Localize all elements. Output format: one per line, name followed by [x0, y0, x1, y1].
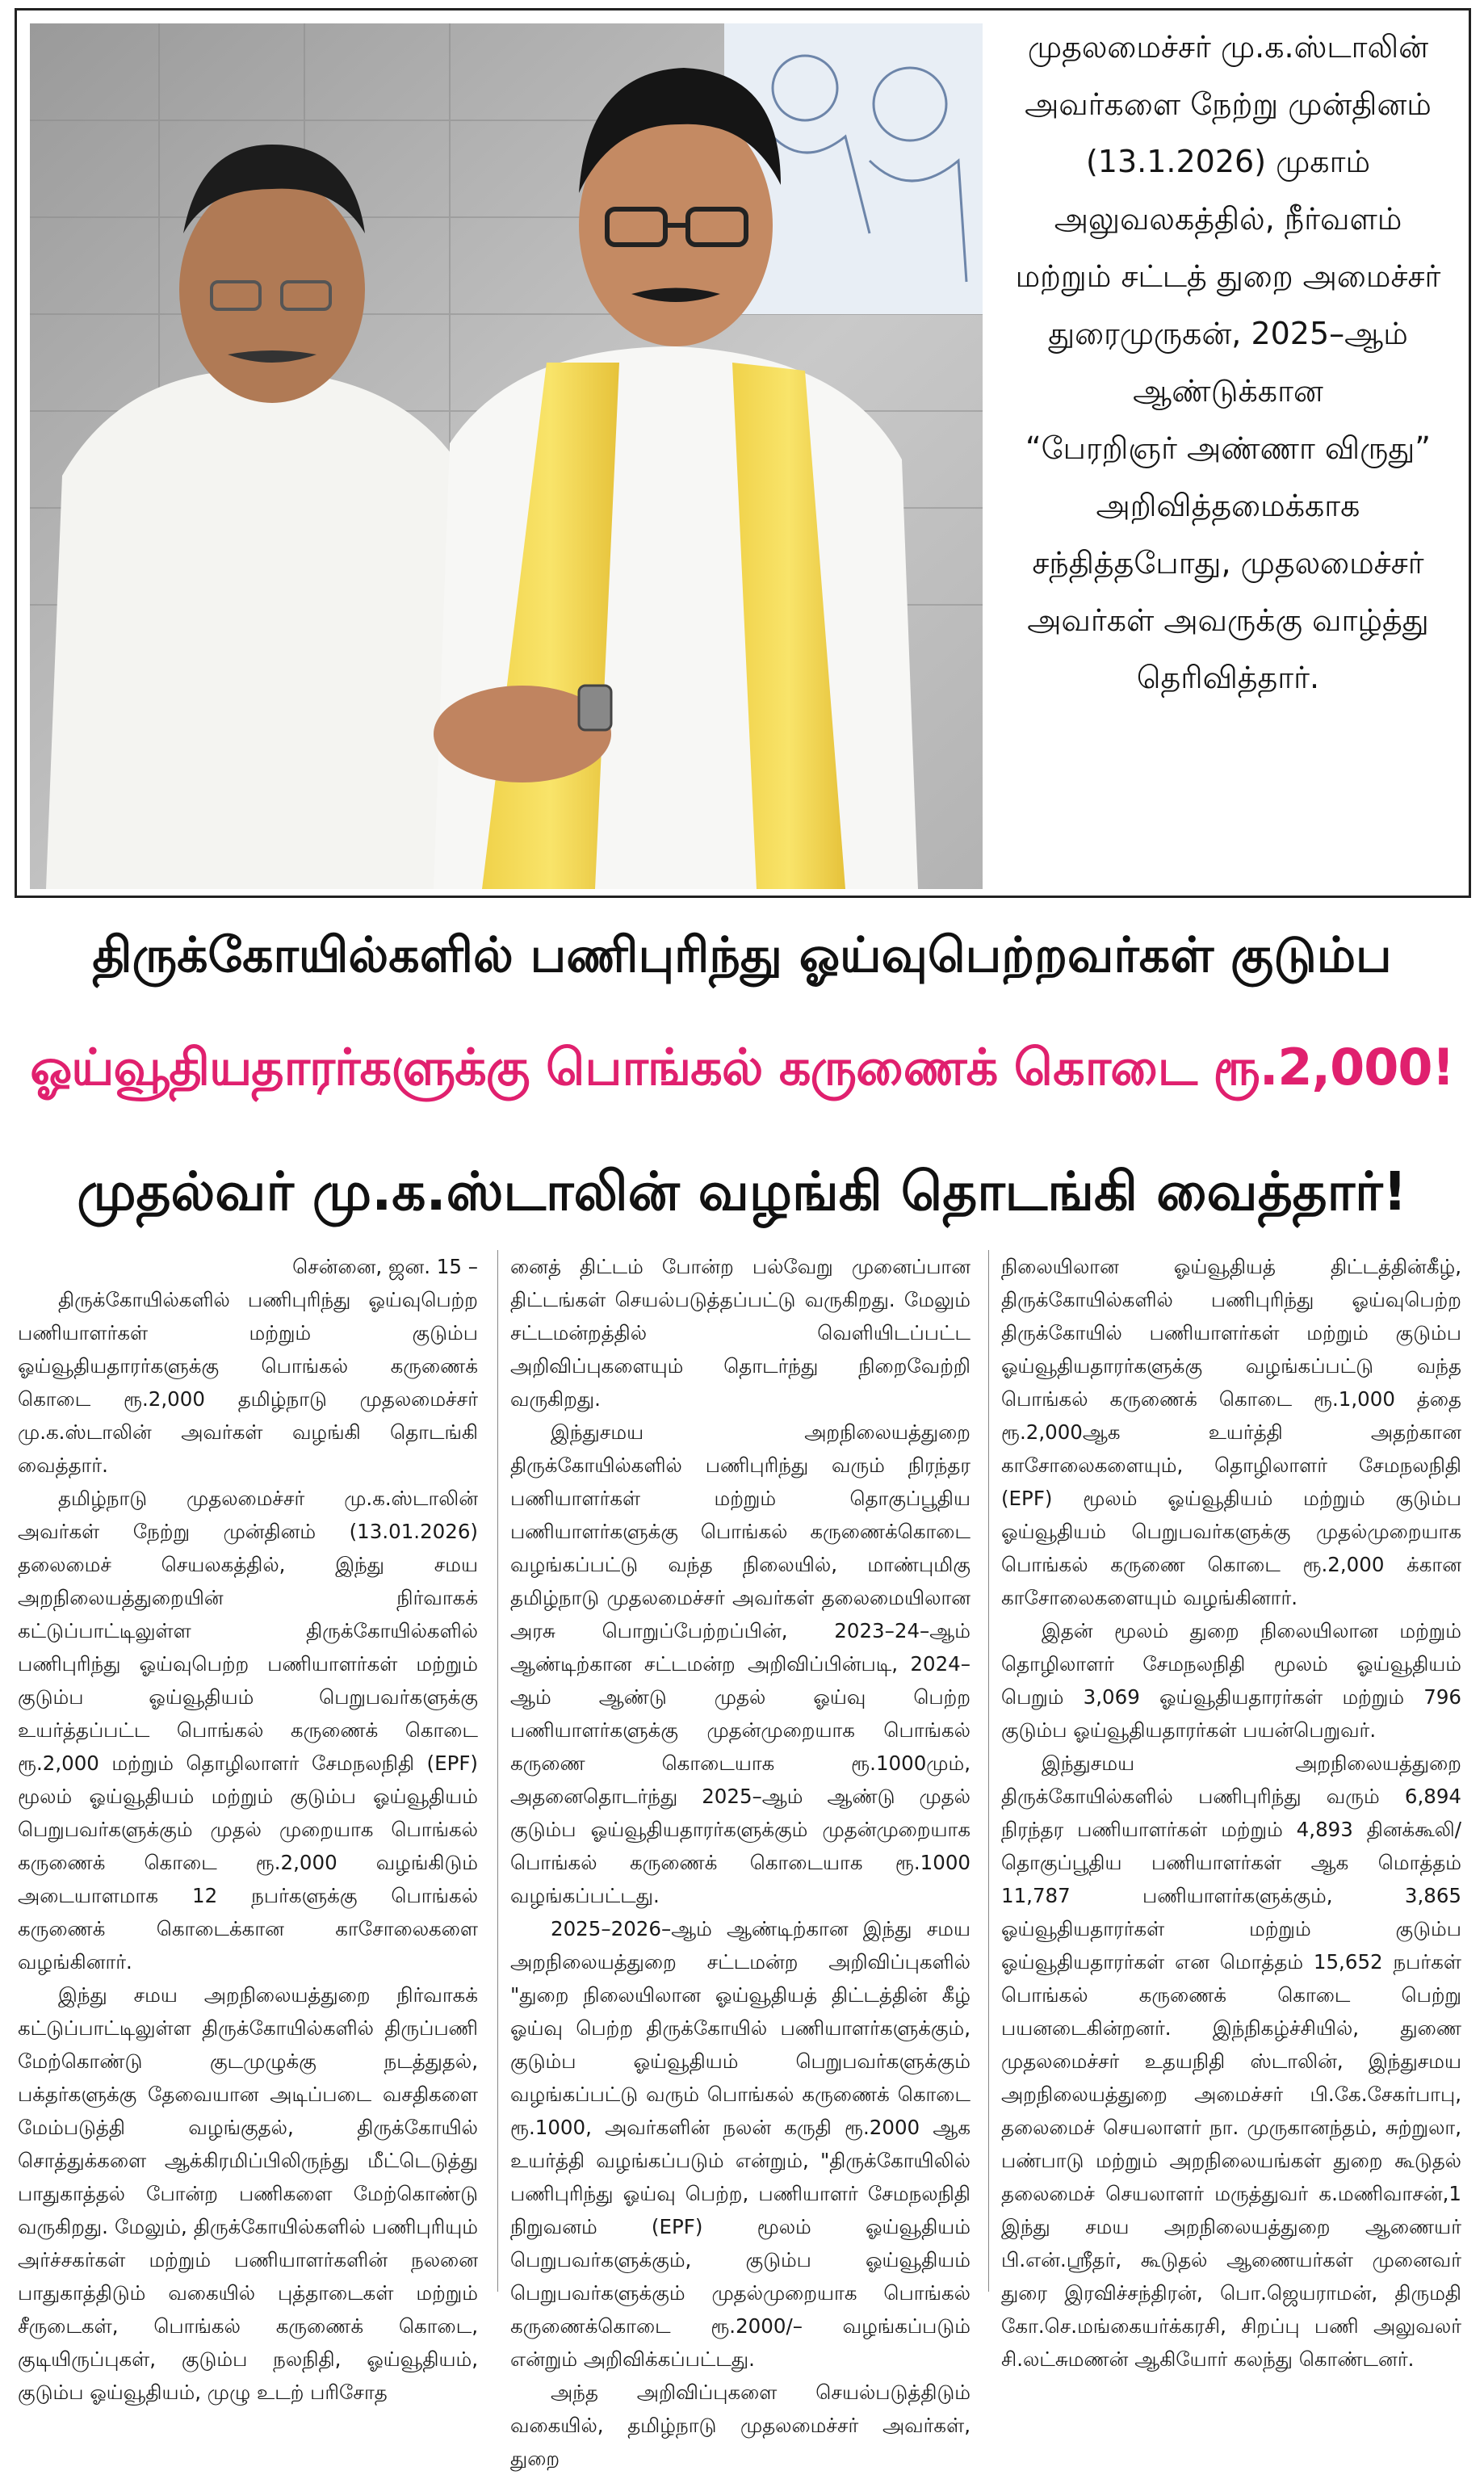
dateline: சென்னை, ஜன. 15 –: [292, 1255, 478, 1278]
article-column-2: [510, 1250, 970, 2470]
article-paragraph: திருக்கோயில்களில் பணிபுரிந்து ஓய்வுபெற்ற பணியாளர்கள் மற்றும் குடும்ப ஓய்வூதியதாரர்களுக்கு பொங்கல் கருணைக் கொடை ரூ.2,000 தமிழ்நாடு முதலமைச்சர் மு.க.ஸ்டாலின் அவர்கள் வழங்கி தொடங்கி வைத்தார்.: [18, 1288, 478, 1477]
caption-line: ஆண்டுக்கான: [1133, 373, 1323, 409]
caption-line: அலுவலகத்தில், நீர்வளம்: [1054, 201, 1402, 237]
article-paragraph: இந்துசமய அறநிலையத்துறை திருக்கோயில்களில் பணிபுரிந்து வரும் 6,894 நிரந்தர பணியாளர்கள் மற்றும் 4,893 தினக்கூலி/தொகுப்பூதிய பணியாளர்கள் ஆக மொத்தம் 11,787 பணியாளர்களுக்கும், 3,865 ஓய்வூதியதாரர்கள் மற்றும் குடும்ப ஓய்வூதியதாரர்கள் என மொத்தம் 15,652 நபர்கள் பொங்கல் கருணைக் கொடை பெற்று பயனடைகின்றனர். இந்நிகழ்ச்சியில், துணை முதலமைச்சர் உதயநிதி ஸ்டாலின், இந்துசமய அறநிலையத்துறை அமைச்சர் பி.கே.சேகர்பாபு, தலைமைச் செயலாளர் நா. முருகானந்தம், சுற்றுலா, பண்பாடு மற்றும் அறநிலையங்கள் துறை கூடுதல் தலைமைச் செயலாளர் மருத்துவர் க.மணிவாசன்,1 இந்து சமய அறநிலையத்துறை ஆணையர் பி.என்.ஸ்ரீதர், கூடுதல் ஆணையர்கள் முனைவர் துரை இரவிச்சந்திரன், பொ.ஜெயராமன், திருமதி கோ.செ.மங்கையர்க்கரசி, சிறப்பு பணி அலுவலர் சி.லட்சுமணன் ஆகியோர் கலந்து கொண்டனர்.: [1001, 1751, 1461, 2371]
article-column-3: [1001, 1250, 1461, 2371]
photo-box: [15, 8, 1471, 898]
caption-line: அறிவித்தமைக்காக: [1096, 488, 1360, 523]
article-paragraph: இந்துசமய அறநிலையத்துறை திருக்கோயில்களில் பணிபுரிந்து வரும் நிரந்தர பணியாளர்கள் மற்றும் தொகுப்பூதிய பணியாளர்களுக்கு பொங்கல் கருணைக்கொடை வழங்கப்பட்டு வந்த நிலையில், மாண்புமிகு தமிழ்நாடு முதலமைச்சர் அவர்கள் தலைமையிலான அரசு பொறுப்பேற்றப்பின், 2023–24–ஆம் ஆண்டிற்கான சட்டமன்ற அறிவிப்பின்படி, 2024–ஆம் ஆண்டு முதல் ஓய்வு பெற்ற பணியாளர்களுக்கு முதன்முறையாக பொங்கல் கருணை கொடையாக ரூ.1000மும், அதனைதொடர்ந்து 2025–ஆம் ஆண்டு முதல் குடும்ப ஓய்வூதியதாரர்களுக்கும் முதன்முறையாக பொங்கல் கருணைக் கொடையாக ரூ.1000 வழங்கப்பட்டது.: [510, 1420, 970, 1907]
headline-sub: முதல்வர் மு.க.ஸ்டாலின் வழங்கி தொடங்கி வைத்தார்!: [77, 1160, 1407, 1223]
article-paragraph: அந்த அறிவிப்புகளை செயல்படுத்திடும் வகையில், தமிழ்நாடு முதலமைச்சர் அவர்கள், துறை: [510, 2381, 970, 2470]
caption-line: மற்றும் சட்டத் துறை அமைச்சர்: [1015, 258, 1441, 294]
column-rule: [497, 1250, 498, 2292]
article-paragraph: இந்து சமய அறநிலையத்துறை நிர்வாகக் கட்டுப்பாட்டிலுள்ள திருக்கோயில்களில் திருப்பணி மேற்கொண்டு குடமுழுக்கு நடத்துதல், பக்தர்களுக்கு தேவையான அடிப்படை வசதிகளை மேம்படுத்தி வழங்குதல், திருக்கோயில் சொத்துக்களை ஆக்கிரமிப்பிலிருந்து மீட்டெடுத்து பாதுகாத்தல் போன்ற பணிகளை மேற்கொண்டு வருகிறது. மேலும், திருக்கோயில்களில் பணிபுரியும் அர்ச்சகர்கள் மற்றும் பணியாளர்களின் நலனை பாதுகாத்திடும் வகையில் புத்தாடைகள் மற்றும் சீருடைகள், பொங்கல் கருணைக் கொடை, குடியிருப்புகள், குடும்ப நலநிதி, ஓய்வூதியம், குடும்ப ஓய்வூதியம், முழு உடற் பரிசோத: [18, 1983, 478, 2404]
article-paragraph: நிலையிலான ஓய்வூதியத் திட்டத்தின்கீழ், திருக்கோயில்களில் பணிபுரிந்து ஓய்வுபெற்ற திருக்கோயில் பணியாளர்கள் மற்றும் குடும்ப ஓய்வூதியதாரர்களுக்கு வழங்கப்பட்டு வந்த பொங்கல் கருணைக் கொடை ரூ.1,000 த்தை ரூ.2,000ஆக உயர்த்தி அதற்கான காசோலைகளையும், தொழிலாளர் சேமநலநிதி (EPF) மூலம் ஓய்வூதியம் மற்றும் குடும்ப ஓய்வூதியம் பெறுபவர்களுக்கு முதல்முறையாக பொங்கல் கருணை கொடை ரூ.2,000 க்கான காசோலைகளையும் வழங்கினார்.: [1001, 1255, 1461, 1609]
article-paragraph: னைத் திட்டம் போன்ற பல்வேறு முனைப்பான திட்டங்கள் செயல்படுத்தப்பட்டு வருகிறது. மேலும் சட்டமன்றத்தில் வெளியிடப்பட்ட அறிவிப்புகளையும் தொடர்ந்து நிறைவேற்றி வருகிறது.: [510, 1255, 970, 1411]
photo-caption: [986, 19, 1470, 891]
caption-line: துரைமுருகன், 2025–ஆம்: [1048, 316, 1408, 351]
column-rule: [988, 1250, 989, 2292]
caption-line: “பேரறிஞர் அண்ணா விருது”: [1025, 430, 1431, 466]
caption-line: தெரிவித்தார்.: [1136, 660, 1320, 695]
headline-kicker: திருக்கோயில்களில் பணிபுரிந்து ஓய்வுபெற்றவர்கள் குடும்ப: [92, 927, 1392, 984]
caption-line: முதலமைச்சர் மு.க.ஸ்டாலின்: [1027, 29, 1429, 65]
news-photo: [30, 23, 983, 889]
headline-main: ஓய்வூதியதாரர்களுக்கு பொங்கல் கருணைக் கொடை ரூ.2,000!: [30, 1038, 1454, 1097]
caption-line: அவர்கள் அவருக்கு வாழ்த்து: [1027, 602, 1429, 638]
article-paragraph: தமிழ்நாடு முதலமைச்சர் மு.க.ஸ்டாலின் அவர்கள் நேற்று முன்தினம் (13.01.2026) தலைமைச் செயலகத்தில், இந்து சமய அறநிலையத்துறையின் நிர்வாகக் கட்டுப்பாட்டிலுள்ள திருக்கோயில்களில் பணிபுரிந்து ஓய்வுபெற்ற பணியாளர்கள் மற்றும் குடும்ப ஓய்வூதியம் பெறுபவர்களுக்கு உயர்த்தப்பட்ட பொங்கல் கருணைக் கொடை ரூ.2,000 மற்றும் தொழிலாளர் சேமநலநிதி (EPF) மூலம் ஓய்வூதியம் மற்றும் குடும்ப ஓய்வூதியம் பெறுபவர்களுக்கும் முதல் முறையாக பொங்கல் கருணைக் கொடை ரூ.2,000 வழங்கிடும் அடையாளமாக 12 நபர்களுக்கு பொங்கல் கருணைக் கொடைக்கான காசோலைகளை வழங்கினார்.: [18, 1487, 478, 1974]
caption-line: சந்தித்தபோது, முதலமைச்சர்: [1032, 545, 1424, 581]
article-column-1: [18, 1250, 478, 2404]
article-paragraph: 2025–2026–ஆம் ஆண்டிற்கான இந்து சமய அறநிலையத்துறை சட்டமன்ற அறிவிப்புகளில் "துறை நிலையிலான ஓய்வூதியத் திட்டத்தின் கீழ் ஓய்வு பெற்ற திருக்கோயில் பணியாளர்களுக்கும், குடும்ப ஓய்வூதியம் பெறுபவர்களுக்கும் வழங்கப்பட்டு வரும் பொங்கல் கருணைக் கொடை ரூ.1000, அவர்களின் நலன் கருதி ரூ.2000 ஆக உயர்த்தி வழங்கப்படும் என்றும், "திருக்கோயிலில் பணிபுரிந்து ஓய்வு பெற்ற, பணியாளர் சேமநலநிதி நிறுவனம் (EPF) மூலம் ஓய்வூதியம் பெறுபவர்களுக்கும், குடும்ப ஓய்வூதியம் பெறுபவர்களுக்கும் முதல்முறையாக பொங்கல் கருணைக்கொடை ரூ.2000/– வழங்கப்படும் என்றும் அறிவிக்கப்பட்டது.: [510, 1917, 970, 2371]
caption-line: (13.1.2026) முகாம்: [1085, 144, 1371, 179]
article-paragraph: இதன் மூலம் துறை நிலையிலான மற்றும் தொழிலாளர் சேமநலநிதி மூலம் ஓய்வூதியம் பெறும் 3,069 ஓய்வூதியதாரர்கள் மற்றும் 796 குடும்ப ஓய்வூதியதாரர்கள் பயன்பெறுவர்.: [1001, 1619, 1461, 1742]
caption-line: அவர்களை நேற்று முன்தினம்: [1025, 86, 1432, 122]
